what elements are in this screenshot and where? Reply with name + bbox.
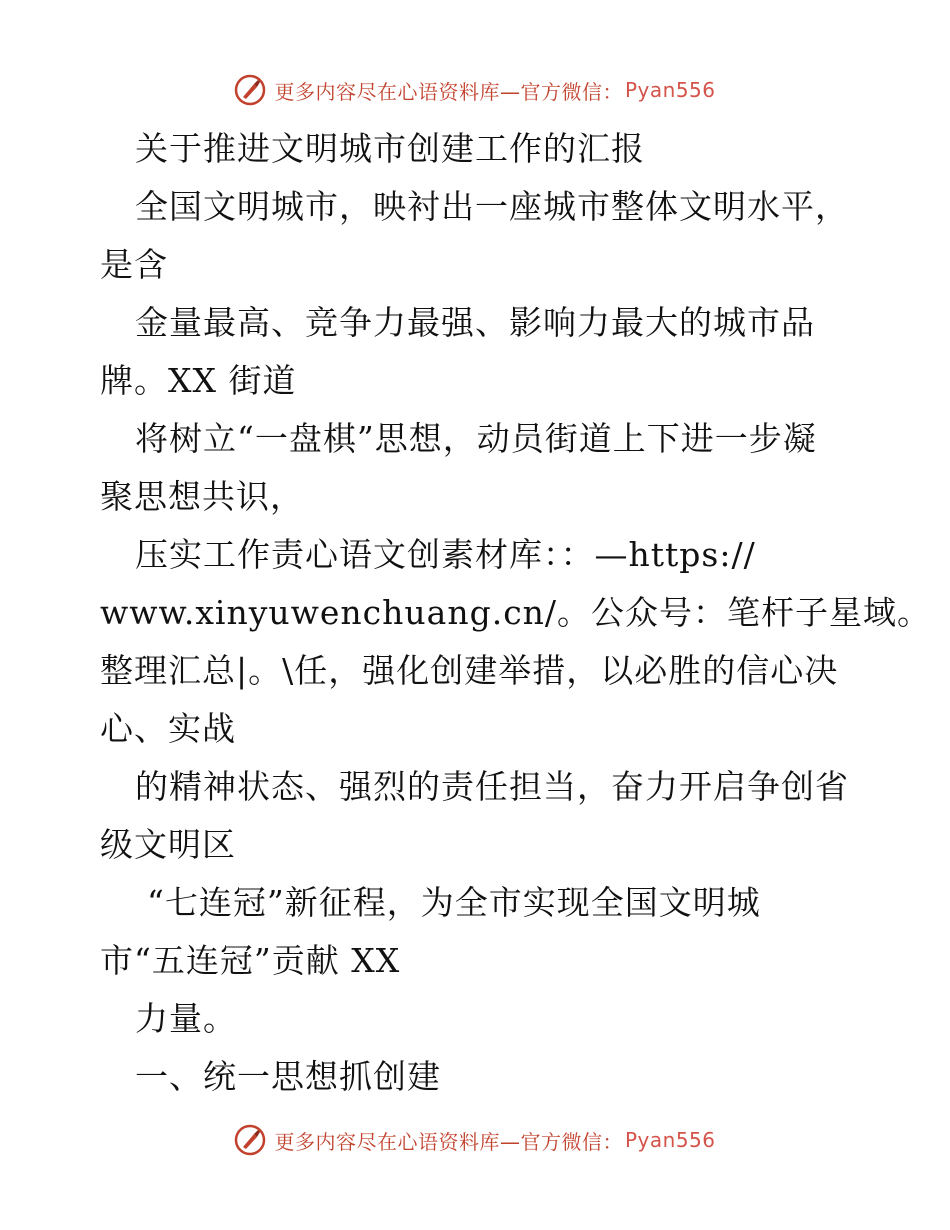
paragraph-line: 级文明区: [100, 825, 236, 864]
header-watermark-handle: Pyan556: [624, 78, 716, 102]
paragraph-line: 聚思想共识，: [100, 477, 304, 516]
footer-watermark: [0, 1120, 950, 1160]
document-title: 关于推进文明城市创建工作的汇报: [135, 129, 645, 168]
paragraph-line: 整理汇总|。\任，强化创建举措，以必胜的信心决: [100, 651, 839, 690]
document-body: [97, 120, 932, 1106]
paragraph-line: 压实工作责心语文创素材库：：—https://: [135, 535, 756, 574]
paragraph-line: 是含: [100, 245, 168, 284]
paragraph-line: 将树立“一盘棋”思想，动员街道上下进一步凝: [135, 419, 817, 458]
header-watermark: [0, 70, 950, 110]
paragraph-line: 全国文明城市，映衬出一座城市整体文明水平，: [135, 187, 849, 226]
paragraph-line: 金量最高、竞争力最强、影响力最大的城市品: [135, 303, 815, 342]
footer-watermark-text: 更多内容尽在心语资料库—官方微信：: [274, 1129, 623, 1154]
paragraph-line: 市“五连冠”贡献 XX: [100, 941, 401, 980]
section-heading: 一、统一思想抓创建: [135, 1057, 441, 1096]
paragraph-line: 心、实战: [100, 709, 236, 748]
paragraph-line: 的精神状态、强烈的责任担当，奋力开启争创省: [135, 767, 849, 806]
pen-logo-icon: [234, 1124, 266, 1156]
paragraph-line: www.xinyuwenchuang.cn/。公众号：笔杆子星域。: [100, 593, 932, 632]
paragraph-line: 牌。XX 街道: [100, 361, 297, 400]
pen-logo-icon: [234, 74, 266, 106]
paragraph-line: 力量。: [135, 999, 237, 1038]
paragraph-line: “七连冠”新征程，为全市实现全国文明城: [147, 883, 761, 922]
footer-watermark-handle: Pyan556: [624, 1128, 716, 1152]
header-watermark-text: 更多内容尽在心语资料库—官方微信：: [274, 79, 623, 104]
